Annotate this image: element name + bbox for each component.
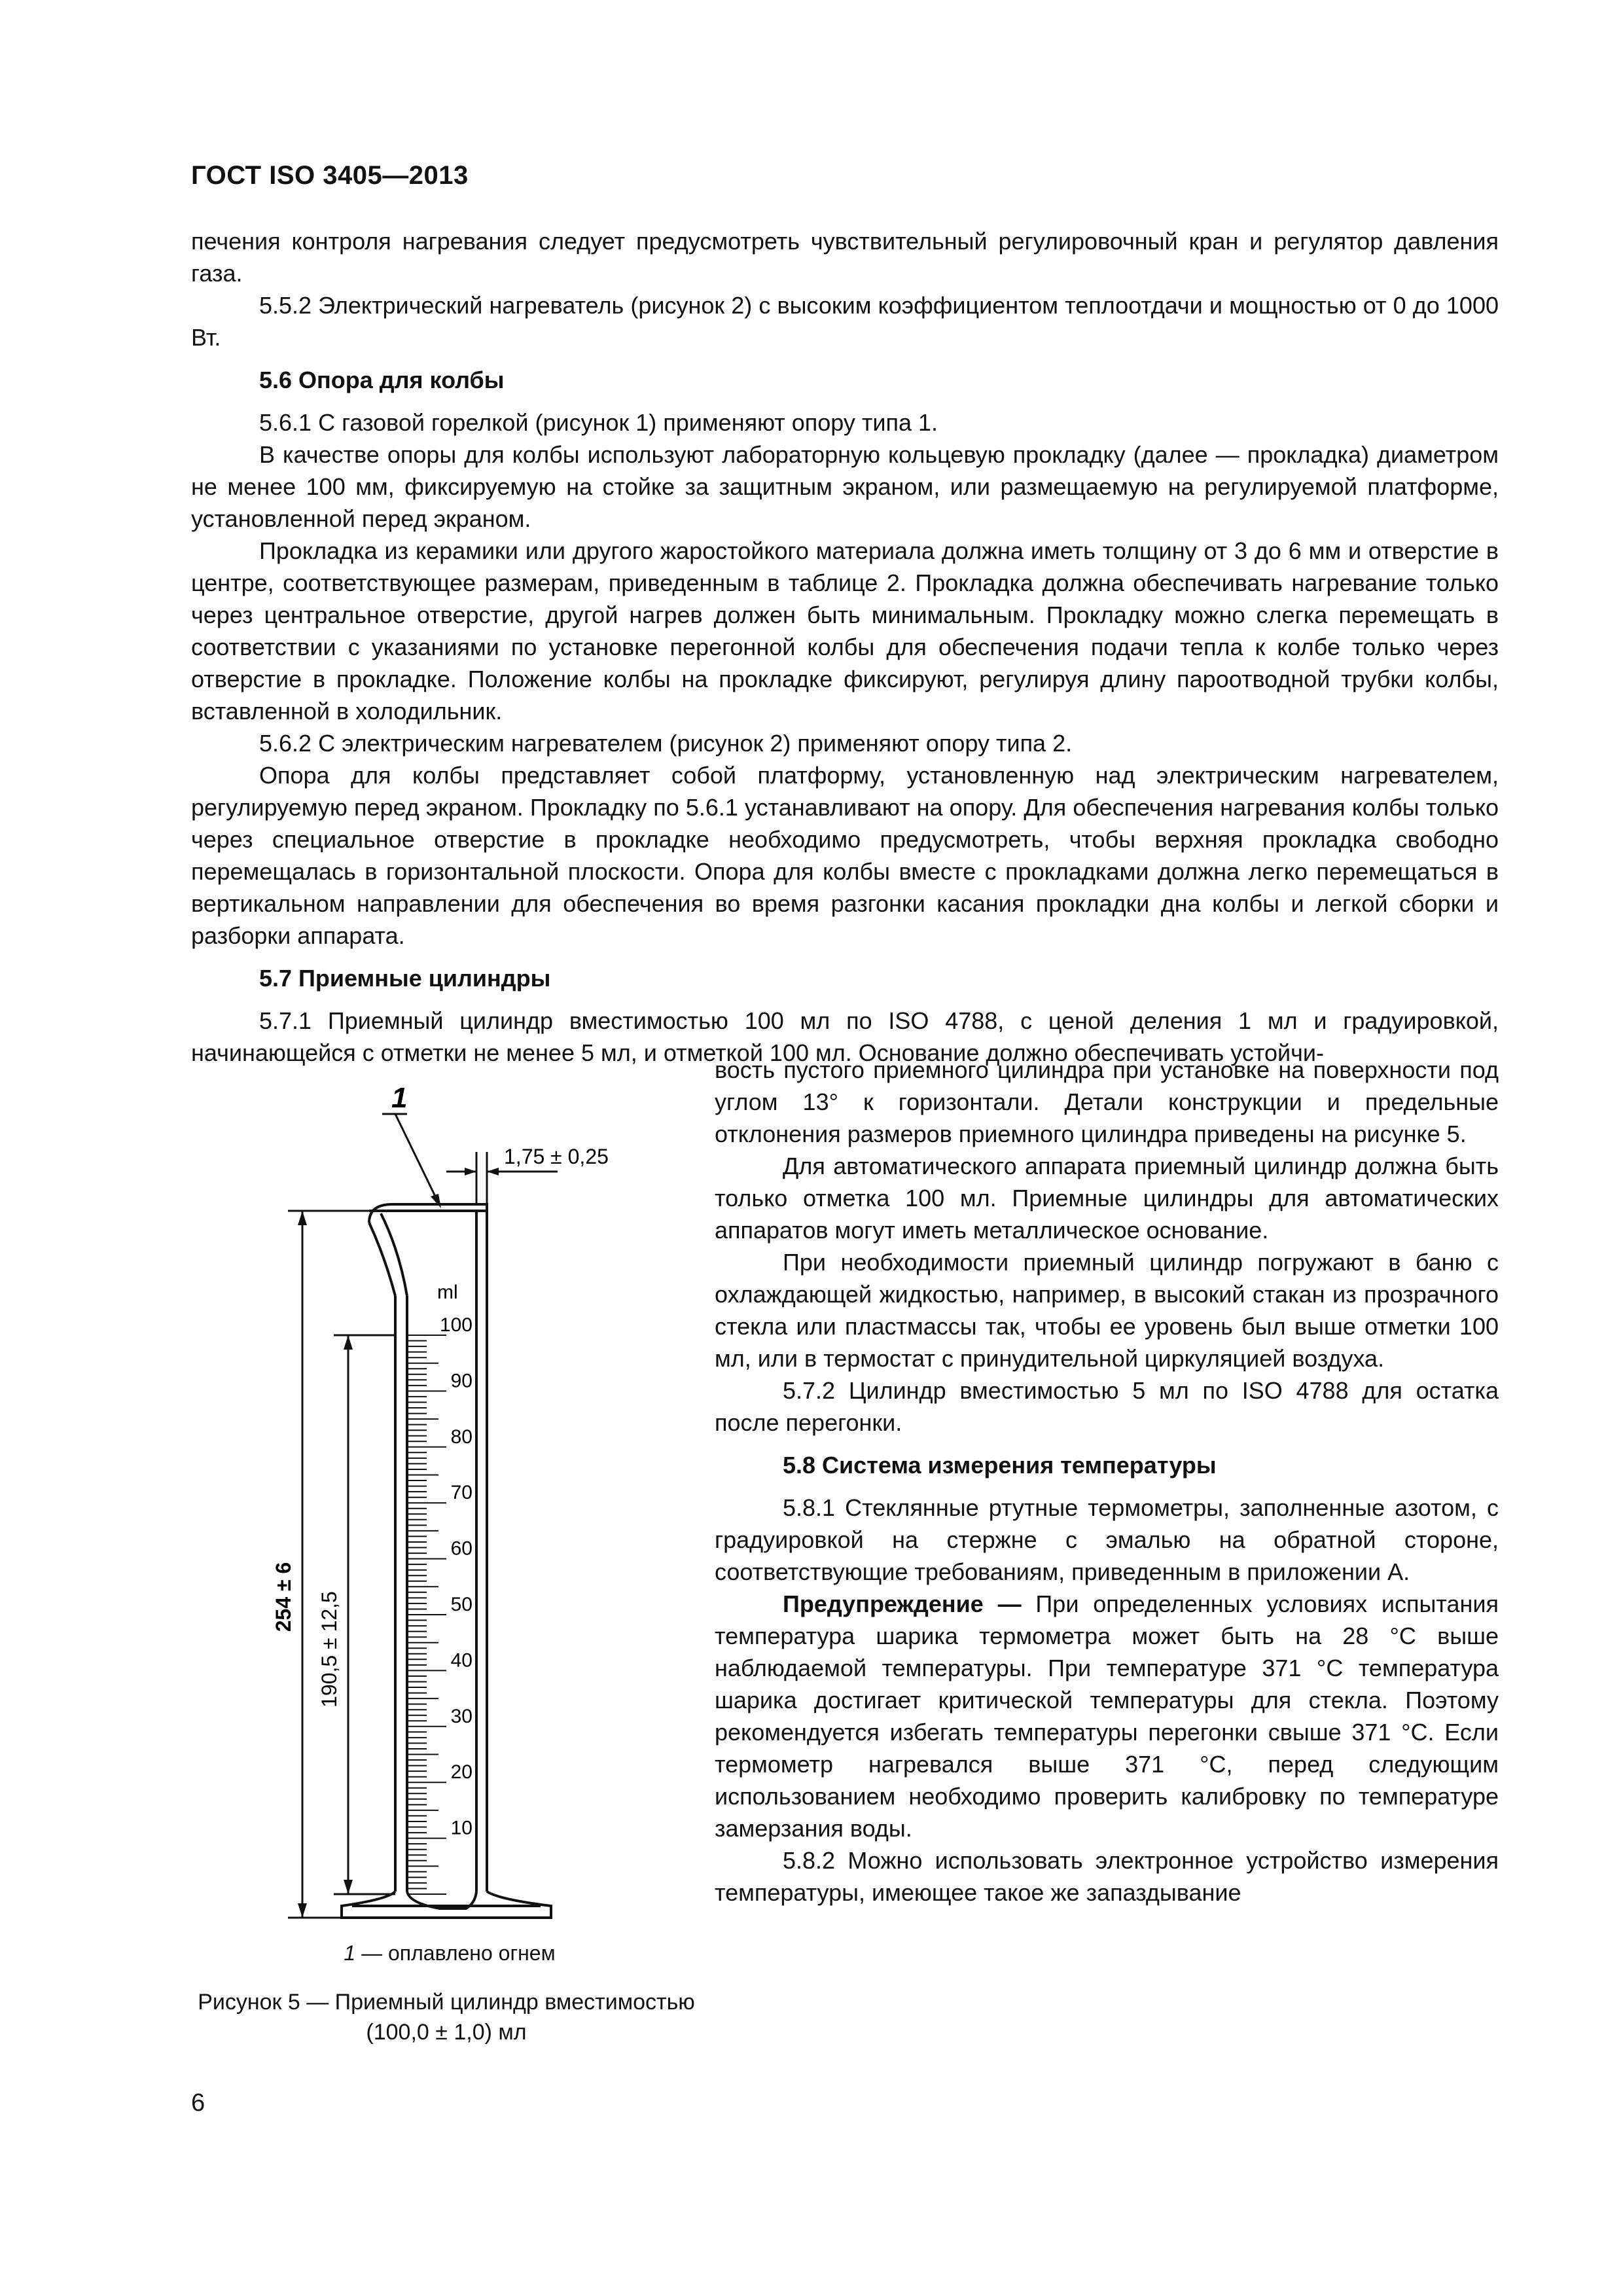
- callout-leader: [382, 1114, 438, 1203]
- paragraph: 5.8.1 Стеклянные ртутные термометры, заполненные азотом, с градуировкой на стержне с эмалью на обратной стороне, соответствующие требованиям, приведенным в приложении А.: [715, 1494, 1499, 1585]
- figure-5-cylinder: [191, 1073, 708, 2042]
- scale-label: 20: [450, 1761, 473, 1784]
- paragraph: В качестве опоры для колбы используют лабораторную кольцевую прокладку (далее — прокладка) диаметром не менее 100 мм, фиксируемую на стойке за защитным экраном, или размещаемую на регулируемой платформе, установленной перед экраном.: [191, 441, 1499, 532]
- total-height-label: 254 ± 6: [272, 1562, 295, 1632]
- scale-label: 100: [439, 1314, 473, 1336]
- scale-label: 70: [450, 1482, 473, 1504]
- note-text: — оплавлено огнем: [355, 1941, 556, 1965]
- paragraph: вость пустого приемного цилиндра при установке на поверхности под углом 13° к горизонтали. Детали конструкции и предельные отклонения размеров приемного цилиндра приведены на рисунке 5.: [715, 1056, 1499, 1147]
- paragraph: 5.7.1 Приемный цилиндр вместимостью 100 мл по ISO 4788, с ценой деления 1 мл и градуировкой, начинающейся с отметки не менее 5 мл, и отметкой 100 мл. Основание должно обеспечивать устойчи-: [191, 1007, 1499, 1066]
- scale-label: 80: [450, 1426, 473, 1448]
- figure-caption: Рисунок 5 — Приемный цилиндр вместимостью (100,0 ± 1,0) мл: [198, 1990, 695, 2045]
- scale-label: 50: [450, 1594, 473, 1615]
- text-block-right: [715, 1054, 1499, 1909]
- section-heading-5-8: 5.8 Система измерения температуры: [783, 1452, 1217, 1479]
- section-heading-5-7: 5.7 Приемные цилиндры: [259, 965, 551, 992]
- graduation-ticks: [407, 1335, 446, 1894]
- paragraph: 5.7.2 Цилиндр вместимостью 5 мл по ISO 4788 для остатка после перегонки.: [715, 1377, 1499, 1436]
- scale-label: 60: [450, 1537, 473, 1560]
- cylinder-drawing: [191, 1073, 708, 1944]
- paragraph: 5.6.1 С газовой горелкой (рисунок 1) применяют опору типа 1.: [259, 409, 938, 436]
- scale-label: 10: [450, 1817, 473, 1839]
- paragraph: 5.8.2 Можно использовать электронное устройство измерения температуры, имеющее такое же запаздывание: [715, 1847, 1499, 1906]
- graduated-height-label: 190,5 ± 12,5: [317, 1591, 341, 1708]
- paragraph: Прокладка из керамики или другого жаростойкого материала должна иметь толщину от 3 до 6 мм и отверстие в центре, соответствующее размерам, приведенным в таблице 2. Прокладка должна обеспечивать нагревание только через центральное отверстие, другой нагрев должен быть минимальным. Прокладку можно слегка перемещать в соответствии с указаниями по установке перегонной колбы для обеспечения подачи тепла к колбе только через отверстие в прокладке. Положение колбы на прокладке фиксируют, регулируя длину пароотводной трубки колбы, вставленной в холодильник.: [191, 537, 1499, 725]
- paragraph: печения контроля нагревания следует предусмотреть чувствительный регулировочный кран и регулятор давления газа.: [191, 228, 1499, 287]
- warning-label: Предупреждение —: [783, 1590, 1022, 1617]
- scale-label: 90: [450, 1370, 473, 1392]
- paragraph: 5.6.2 С электрическим нагревателем (рисунок 2) применяют опору типа 2.: [259, 730, 1073, 757]
- page-number: 6: [191, 2089, 205, 2117]
- figure-note: [191, 1941, 708, 1965]
- cylinder-outline: [342, 1204, 551, 1918]
- text-block-top: [191, 225, 1499, 1069]
- document-header: ГОСТ ISO 3405—2013: [191, 161, 469, 190]
- warning-text: При определенных условиях испытания температура шарика термометра может быть на 28 °С выше наблюдаемой температуры. При температуре 371 °С температура шарика достигает критической температуры для стекла. Поэтому рекомендуется избегать температуры перегонки свыше 371 °С. Если термометр нагревался выше 371 °С, перед следующим использованием необходимо проверить калибровку по температуре замерзания воды.: [715, 1590, 1499, 1842]
- wall-thickness-label: 1,75 ± 0,25: [504, 1145, 609, 1168]
- scale-label: 30: [450, 1705, 473, 1727]
- paragraph: Опора для колбы представляет собой платформу, установленную над электрическим нагревателем, регулируемую перед экраном. Прокладку по 5.6.1 устанавливают на опору. Для обеспечения нагревания колбы только через специальное отверстие в прокладке необходимо предусмотреть, чтобы верхняя прокладка свободно перемещалась в горизонтальной плоскости. Опора для колбы вместе с прокладками должна легко перемещаться в вертикальном направлении для обеспечения во время разгонки касания прокладки дна колбы и легкой сборки и разборки аппарата.: [191, 762, 1499, 949]
- scale-label: 40: [450, 1649, 473, 1672]
- section-heading-5-6: 5.6 Опора для колбы: [259, 367, 505, 393]
- paragraph: Для автоматического аппарата приемный цилиндр должна быть только отметка 100 мл. Приемные цилиндры для автоматических аппаратов могут иметь металлическое основание.: [715, 1153, 1499, 1244]
- scale-labels: [440, 1314, 473, 1839]
- paragraph: При необходимости приемный цилиндр погружают в баню с охлаждающей жидкостью, например, в высокий стакан из прозрачного стекла или пластмассы так, чтобы ее уровень был выше отметки 100 мл, или в термостат с принудительной циркуляцией воздуха.: [715, 1249, 1499, 1372]
- height-dimensions: [288, 1211, 395, 1918]
- unit-label: ml: [437, 1282, 458, 1303]
- paragraph: 5.5.2 Электрический нагреватель (рисунок 2) с высоким коэффициентом теплоотдачи и мощностью от 0 до 1000 Вт.: [191, 292, 1499, 351]
- callout-number: 1: [391, 1082, 408, 1114]
- note-number: 1: [344, 1941, 356, 1965]
- warning-paragraph: [715, 1588, 1499, 1844]
